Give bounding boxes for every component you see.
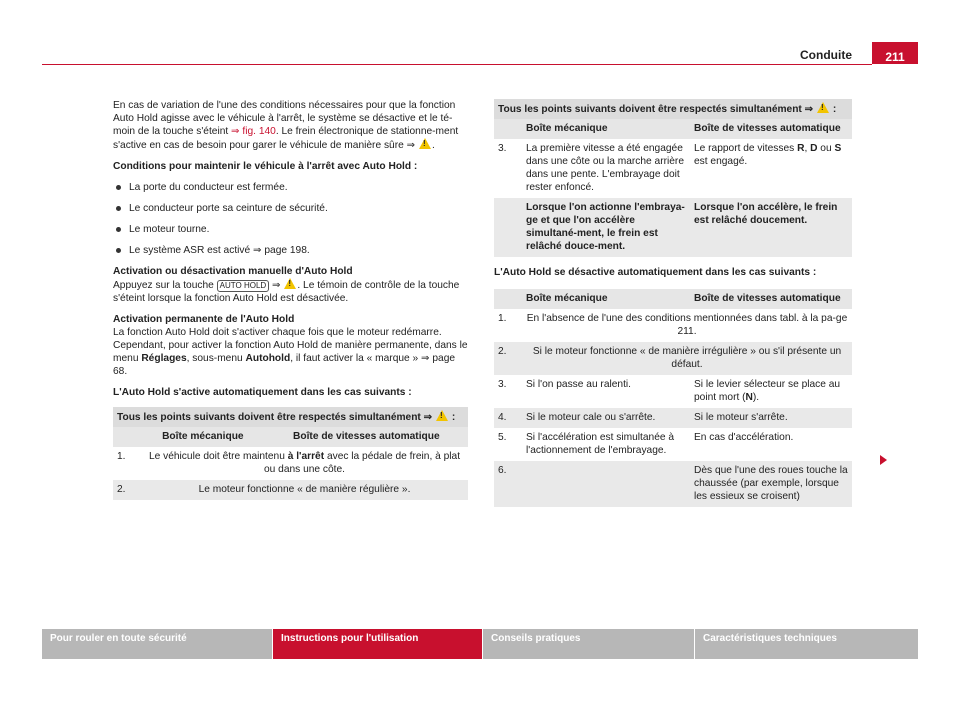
warning-triangle-icon[interactable]	[436, 410, 448, 421]
footer-tab-safety[interactable]: Pour rouler en toute sécurité	[42, 629, 272, 659]
column-header: Boîte mécanique	[522, 289, 690, 309]
submenu-name: Autohold	[245, 353, 291, 364]
footer-tab-technical-data[interactable]: Caractéristiques techniques	[695, 629, 918, 659]
column-header: Boîte mécanique	[141, 427, 265, 447]
footer-tab-operation[interactable]: Instructions pour l'utilisation	[273, 629, 482, 659]
intro-paragraph: En cas de variation de l'une des conditions nécessaires pour que la fonction Auto Hold agisse avec le véhicule à l'arrêt, le système se désactive et le té-moin de la touche s'éteint ⇒ fig. 140. Le frein électronique de stationne-ment s'active en cas de besoin pour garer le véhicule de manière sûre ⇒ !.	[113, 99, 468, 152]
manual-activation-title: Activation ou désactivation manuelle d'Auto Hold	[113, 266, 353, 277]
right-column	[494, 99, 852, 507]
auto-deactivation-title: L'Auto Hold se désactive automatiquement dans les cas suivants :	[494, 267, 817, 278]
manual-activation-paragraph: Appuyez sur la touche AUTO HOLD ⇒ !. Le témoin de contrôle de la touche s'éteint lorsque la fonction Auto Hold est désactivée.	[113, 278, 468, 305]
footer-tab-practical-tips[interactable]: Conseils pratiques	[483, 629, 694, 659]
auto-hold-key: AUTO HOLD	[217, 280, 270, 292]
left-column	[113, 99, 468, 500]
table-header-row	[494, 289, 852, 309]
table-row: 2. Si le moteur fonctionne « de manière irrégulière » ou s'il présente un défaut.	[494, 342, 852, 375]
header-divider	[42, 64, 872, 65]
warning-triangle-icon[interactable]	[284, 278, 296, 289]
table-row: 1. Le véhicule doit être maintenu à l'arrêt avec la pédale de frein, à plat ou dans une côte.	[117, 451, 461, 475]
conditions-title: Conditions pour maintenir le véhicule à l'arrêt avec Auto Hold :	[113, 161, 418, 172]
table-row: 1. En l'absence de l'une des conditions mentionnées dans tabl. à la pa-ge 211.	[498, 313, 848, 337]
table-row: 3. Si l'on passe au ralenti. Si le levier sélecteur se place au point mort (N).	[498, 379, 841, 403]
permanent-activation-title: Activation permanente de l'Auto Hold	[113, 314, 295, 325]
table-header-row	[494, 119, 852, 139]
figure-link[interactable]: ⇒ fig. 140	[231, 126, 276, 137]
table-row: Lorsque l'on actionne l'embraya-ge et que l'on accélère simultané-ment, le frein est relâché douce-ment. Lorsque l'on accélère, le frein est relâché doucement.	[494, 198, 852, 257]
deactivation-table	[494, 289, 852, 507]
table-row: 3. La première vitesse a été engagée dans une côte ou la marche arrière dans une pente. L'embrayage doit rester enfoncé. Le rapport de vitesses R, D ou S est engagé.	[498, 143, 842, 193]
table-row: 5. Si l'accélération est simultanée à l'actionnement de l'embrayage. En cas d'accélération.	[498, 432, 794, 456]
list-item: Le moteur tourne.	[113, 223, 468, 236]
list-item: La porte du conducteur est fermée.	[113, 181, 468, 194]
column-header: Boîte de vitesses automatique	[690, 119, 852, 139]
table-row: 4. Si le moteur cale ou s'arrête. Si le moteur s'arrête.	[494, 408, 852, 428]
table-row: 2. Le moteur fonctionne « de manière régulière ».	[113, 480, 468, 500]
permanent-activation-paragraph: La fonction Auto Hold doit s'activer chaque fois que le moteur redémarre. Cependant, pour activer la fonction Auto Hold de manière permanente, dans le menu Réglages, sous-menu Autohold, il faut activer la « marque » ⇒ page 68.	[113, 327, 468, 377]
continue-arrow-icon	[880, 455, 887, 465]
table-caption: Tous les points suivants doivent être respectés simultanément ⇒ ! :	[494, 99, 852, 119]
column-header: Boîte mécanique	[522, 119, 690, 139]
conditions-list	[113, 181, 468, 257]
list-item: Le système ASR est activé ⇒ page 198.	[113, 244, 468, 257]
chapter-title: Conduite	[800, 48, 852, 62]
page-number: 211	[872, 42, 918, 64]
activation-table	[113, 427, 468, 500]
table-row: 6. Dès que l'une des roues touche la chaussée (par exemple, lorsque les essieux se croisent)	[494, 461, 852, 507]
column-header: Boîte de vitesses automatique	[265, 427, 468, 447]
warning-triangle-icon[interactable]	[419, 138, 431, 149]
warning-triangle-icon[interactable]	[817, 102, 829, 113]
auto-activation-title: L'Auto Hold s'active automatiquement dans les cas suivants :	[113, 387, 412, 398]
menu-name: Réglages	[141, 353, 187, 364]
column-header: Boîte de vitesses automatique	[690, 289, 852, 309]
list-item: Le conducteur porte sa ceinture de sécurité.	[113, 202, 468, 215]
table-header-row	[113, 427, 468, 447]
table-caption: Tous les points suivants doivent être respectés simultanément ⇒ ! :	[113, 407, 468, 427]
activation-table-continued	[494, 119, 852, 257]
